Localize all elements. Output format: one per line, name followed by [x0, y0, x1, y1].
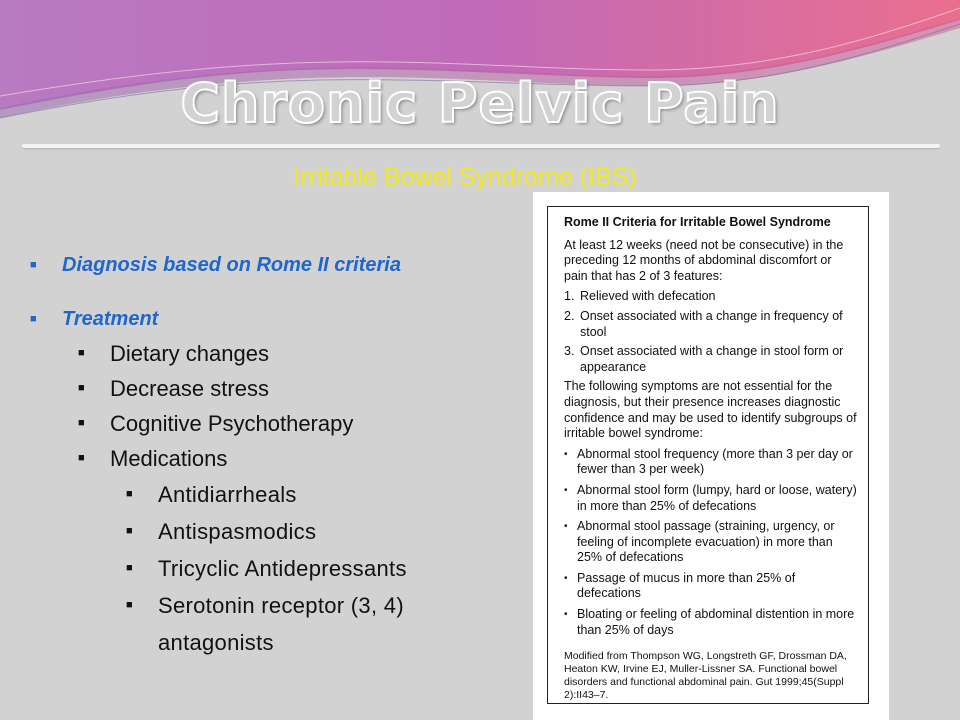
bullet-diagnosis: ■ Diagnosis based on Rome II criteria [28, 248, 488, 282]
medication-item: ■ Antidiarrheals [124, 476, 488, 513]
title-divider [22, 144, 940, 148]
document-intro: At least 12 weeks (need not be consecutive) in the preceding 12 months of abdominal discomfort or pain that has 2 of 3 features: [564, 237, 844, 283]
bullet-dot-icon: • [564, 448, 568, 460]
slide-subtitle: Irritable Bowel Syndrome (IBS) [293, 163, 637, 191]
numbered-item [564, 309, 858, 340]
treatment-item: ■ Cognitive Psychotherapy [76, 406, 488, 441]
rome-criteria-document [533, 192, 889, 720]
symptom-item [564, 607, 858, 638]
symptom-item [564, 519, 858, 566]
item-text: Onset associated with a change in stool form or appearance [580, 344, 844, 374]
item-text: Onset associated with a change in frequency of stool [580, 308, 843, 339]
symptom-text: Abnormal stool frequency (more than 3 per day or fewer than 3 per week) [577, 446, 853, 477]
item-text: Relieved with defecation [580, 289, 716, 304]
symptom-text: Abnormal stool passage (straining, urgency, or feeling of incomplete evacuation) in more than 25% of defecations [577, 519, 835, 565]
bullet-dot-icon: • [564, 572, 568, 584]
numbered-item [564, 344, 858, 375]
medication-item: ■ Antispasmodics [124, 513, 488, 550]
bullet-list [28, 248, 488, 661]
treatment-item: ■ Decrease stress [76, 371, 488, 406]
medication-item: ■ Tricyclic Antidepressants [124, 550, 488, 587]
symptom-item [564, 571, 858, 602]
treatment-item: ■ Medications [76, 441, 488, 476]
document-title: Rome II Criteria for Irritable Bowel Syndrome [564, 215, 831, 229]
item-number: 3. [564, 344, 575, 359]
item-number: 1. [564, 289, 575, 304]
symptom-text: Passage of mucus in more than 25% of defecations [577, 570, 796, 601]
item-number: 2. [564, 308, 575, 323]
medication-item: ■ Serotonin receptor (3, 4) antagonists [124, 587, 488, 661]
slide-title: Chronic Pelvic Pain [180, 72, 780, 135]
symptom-text: Abnormal stool form (lumpy, hard or loose, watery) in more than 25% of defecations [577, 482, 857, 513]
symptom-text: Bloating or feeling of abdominal distention in more than 25% of days [577, 607, 855, 637]
document-frame [547, 206, 869, 704]
symptom-item [564, 447, 858, 478]
symptom-item [564, 483, 858, 514]
bullet-dot-icon: • [564, 484, 568, 496]
bullet-dot-icon: • [564, 521, 568, 533]
document-reference: Modified from Thompson WG, Longstreth GF, Drossman DA, Heaton KW, Irvine EJ, Muller-Lissner SA. Functional bowel disorders and functional abdominal pain. Gut 1999;45(Suppl 2):II43–7. [564, 650, 847, 702]
document-middle: The following symptoms are not essential for the diagnosis, but their presence increases diagnostic confidence and may be used to identify subgroups of irritable bowel syndrome: [564, 379, 857, 441]
bullet-dot-icon: • [564, 609, 568, 621]
numbered-item [564, 289, 858, 305]
bullet-treatment: ■ Treatment [28, 302, 488, 336]
treatment-item: ■ Dietary changes [76, 336, 488, 371]
